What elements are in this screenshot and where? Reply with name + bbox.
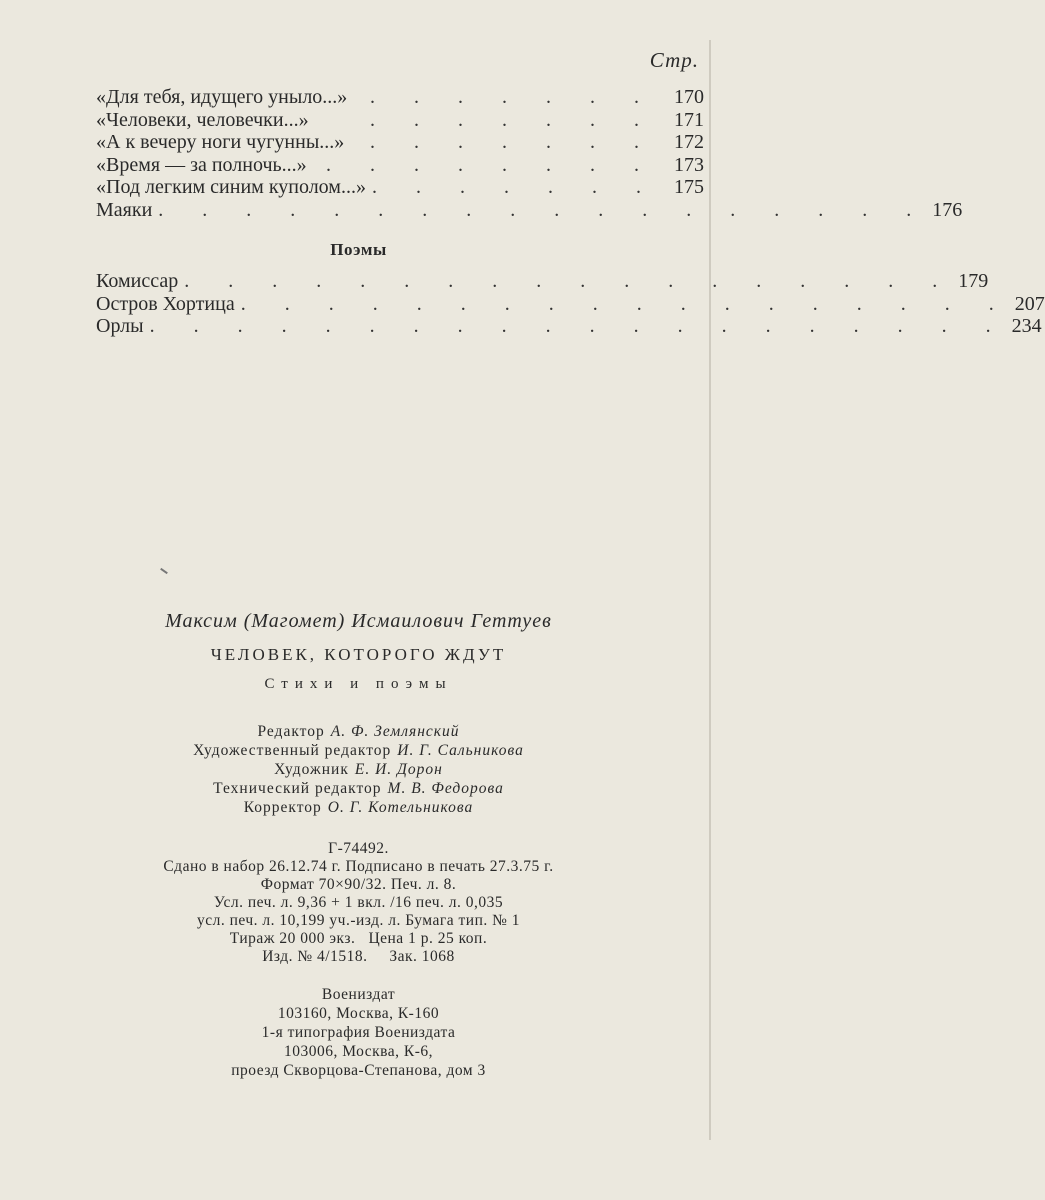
toc-entry: [96, 154, 704, 177]
author-name: Максим (Магомет) Исмаилович Геттуев: [165, 610, 552, 632]
publisher-line: Воениздат: [321, 986, 396, 1003]
credit-role: Художник: [274, 761, 349, 778]
toc-entry: [96, 131, 704, 154]
toc-entry-page: 170: [674, 86, 704, 108]
toc-leader-dots: . . . . . . . . . . . . . . . . . . . .: [149, 315, 1008, 337]
imprint-line: Тираж 20 000 экз. Цена 1 р. 25 коп.: [229, 930, 488, 947]
imprint-line: Изд. № 4/1518. Зак. 1068: [262, 948, 455, 965]
stray-mark: [160, 568, 168, 574]
toc-entry-page: 234: [1011, 315, 1042, 337]
credit-role: Художественный редактор: [193, 742, 392, 759]
imprint-line: Сдано в набор 26.12.74 г. Подписано в печать 27.3.75 г.: [163, 858, 554, 875]
toc-entry-page: 175: [674, 176, 704, 198]
toc-list: [96, 86, 963, 221]
toc-entry: [96, 86, 704, 109]
page-column-header: Стр.: [649, 48, 699, 72]
toc-leader-dots: . . . . . . .: [370, 108, 656, 131]
toc-entry-title: Комиссар: [96, 270, 179, 292]
toc-leader-dots: . . . . . . .: [371, 176, 658, 198]
toc-entry-title: Маяки: [96, 198, 153, 221]
toc-entry-page: 172: [674, 131, 704, 153]
credit-line: [0, 741, 717, 760]
toc-entry: [96, 198, 963, 222]
toc-entry: [96, 176, 704, 199]
toc-entry-page: 207: [1014, 292, 1045, 315]
credit-name: О. Г. Котельникова: [327, 799, 474, 816]
imprint-line: Формат 70×90/32. Печ. л. 8.: [260, 876, 457, 893]
credit-name: М. В. Федорова: [387, 780, 504, 797]
toc-entry-title: Орлы: [96, 315, 144, 337]
toc-entry-page: 179: [958, 270, 989, 292]
toc-poems-list: [96, 270, 1045, 338]
credit-line: [0, 760, 717, 779]
credit-line: [0, 722, 717, 741]
book-subtitle: Стихи и поэмы: [264, 676, 453, 692]
toc-entry-title: «А к вечеру ноги чугунны...»: [96, 131, 345, 153]
toc-leader-dots: . . . . . . . . . . . . . . . . . .: [240, 292, 1011, 315]
toc-entry-title: «Для тебя, идущего уныло...»: [96, 86, 348, 108]
toc-entry: [96, 270, 989, 293]
credit-name: И. Г. Сальникова: [397, 742, 524, 759]
toc-leader-dots: . . . . . . .: [370, 86, 656, 108]
imprint-line: Усл. печ. л. 9,36 + 1 вкл. /16 печ. л. 0,035: [213, 894, 504, 911]
toc-leader-dots: . . . . . . . . . . . . . . . . . .: [184, 270, 955, 292]
imprint-line: усл. печ. л. 10,199 уч.-изд. л. Бумага тип. № 1: [196, 912, 521, 929]
toc-leader-dots: . . . . . . . . . . . . . . . . . .: [158, 198, 929, 221]
credit-name: Е. И. Дорон: [354, 761, 443, 778]
section-heading-poems: Поэмы: [330, 240, 387, 259]
toc-entry: [96, 292, 1045, 316]
toc-entry-title: «Время — за полночь...»: [96, 153, 307, 176]
credit-line: [0, 779, 717, 798]
toc-entry-page: 171: [674, 108, 704, 131]
toc-entry-page: 176: [932, 198, 963, 221]
credit-role: Редактор: [257, 723, 325, 740]
toc-entry-page: 173: [674, 153, 704, 176]
toc-entry: [96, 109, 704, 132]
toc-entry-title: «Под легким синим куполом...»: [96, 176, 366, 198]
toc-entry-title: Остров Хортица: [96, 292, 235, 315]
book-title: ЧЕЛОВЕК, КОТОРОГО ЖДУТ: [210, 645, 507, 664]
credit-role: Технический редактор: [213, 780, 382, 797]
credit-role: Корректор: [243, 799, 322, 816]
publisher-line: 103160, Москва, К-160: [277, 1005, 440, 1022]
imprint-line: Г-74492.: [328, 840, 389, 857]
toc-leader-dots: . . . . . . .: [370, 131, 656, 153]
credit-name: А. Ф. Землянский: [330, 723, 460, 740]
toc-leader-dots: . . . . . . . .: [326, 153, 656, 176]
credits-block: [0, 722, 717, 817]
imprint-block: [0, 840, 717, 966]
toc-entry-title: «Человеки, человечки...»: [96, 108, 309, 131]
publisher-line: проезд Скворцова-Степанова, дом 3: [231, 1062, 486, 1079]
credit-line: [0, 798, 717, 817]
publisher-line: 1-я типография Воениздата: [261, 1024, 456, 1041]
publisher-line: 103006, Москва, К-6,: [283, 1043, 434, 1060]
publisher-block: [0, 985, 717, 1080]
toc-entry: [96, 315, 1042, 338]
